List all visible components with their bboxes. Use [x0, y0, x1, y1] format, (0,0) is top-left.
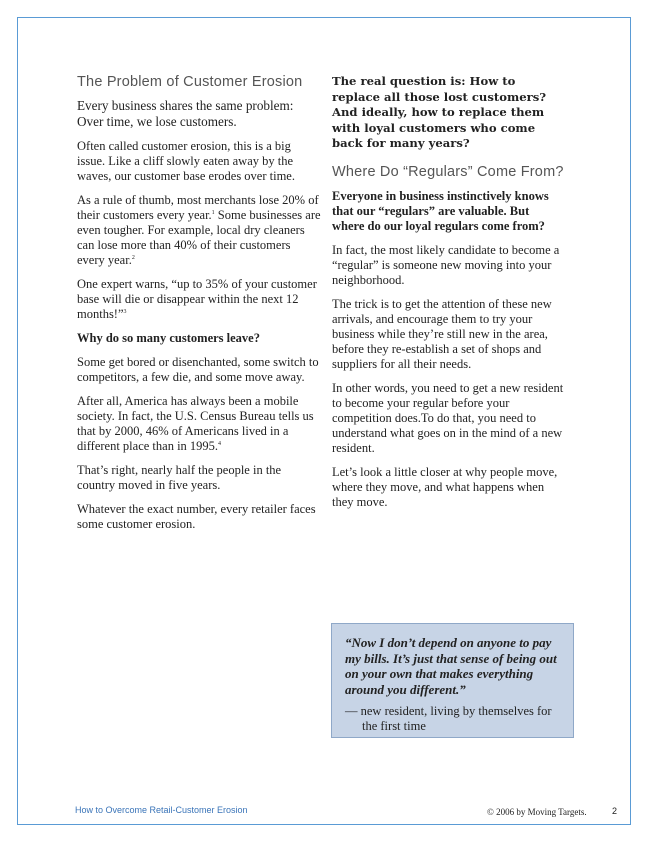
paragraph-in-other-words: In other words, you need to get a new resident to become your regular before your competition does.To do that, you need to understand what goes on in the mind of a new resident.	[332, 380, 564, 455]
intro-paragraph: Every business shares the same problem: Over time, we lose customers.	[77, 98, 294, 129]
key-question: The real question is: How to replace all those lost customers? And ideally, how to replace them with loyal customers who come back for many years?	[332, 74, 547, 150]
paragraph-rule-of-thumb	[77, 193, 321, 268]
section-heading-regulars: Where Do “Regulars” Come From?	[332, 163, 564, 180]
footer-document-title: How to Overcome Retail-Customer Erosion	[75, 805, 248, 815]
paragraph-regulars-valuable: Everyone in business instinctively knows that our “regulars” are valuable. But where do our loyal regulars come from?	[332, 188, 549, 233]
footnote-ref-4: 4	[218, 440, 222, 447]
section-heading-erosion: The Problem of Customer Erosion	[77, 74, 303, 90]
left-column	[77, 74, 321, 541]
footnote-ref-1: 1	[211, 209, 215, 216]
footnote-ref-3: 3	[123, 308, 127, 315]
expert-warns-text: One expert warns, “up to 35% of your customer base will die or disappear within the next 12 months!”	[77, 277, 317, 321]
rule-of-thumb-text-a: As a rule of thumb, most merchants lose 20% of their customers every year.	[77, 193, 319, 222]
footer-copyright: © 2006 by Moving Targets.	[487, 807, 587, 817]
subheading-why-leave: Why do so many customers leave?	[77, 331, 260, 345]
paragraph-expert-warns	[77, 277, 321, 322]
page-number: 2	[612, 806, 618, 816]
pull-quote-box	[331, 623, 574, 738]
mobile-society-text: After all, America has always been a mobile society. In fact, the U.S. Census Bureau tells us that by 2000, 46% of Americans lived in a different place than in 1995.	[77, 394, 314, 453]
paragraph-customer-erosion: Often called customer erosion, this is a big issue. Like a cliff slowly eaten away by the waves, our customer base erodes over time.	[77, 139, 295, 183]
footnote-ref-2: 2	[131, 254, 135, 261]
paragraph-look-closer: Let’s look a little closer at why people move, where they move, and what happens when they move.	[332, 464, 558, 509]
paragraph-reasons: Some get bored or disenchanted, some switch to competitors, a few die, and some move away.	[77, 355, 319, 384]
paragraph-half-moved: That’s right, nearly half the people in the country moved in five years.	[77, 463, 282, 492]
pull-quote-attribution: — new resident, living by themselves for the first time	[345, 704, 552, 733]
paragraph-likely-candidate: In fact, the most likely candidate to become a “regular” is someone new moving into your neighborhood.	[332, 242, 560, 287]
paragraph-every-retailer: Whatever the exact number, every retailer faces some customer erosion.	[77, 502, 316, 531]
paragraph-mobile-society	[77, 394, 321, 454]
paragraph-the-trick: The trick is to get the attention of these new arrivals, and encourage them to try your business while they’re still new in the area, before they re-establish a set of shops and suppliers for all their needs.	[332, 296, 552, 371]
rule-of-thumb-text-b: Some businesses are even tougher. For example, local dry cleaners can lose more than 40% of their customers every year.	[77, 208, 321, 267]
pull-quote-text: “Now I don’t depend on anyone to pay my bills. It’s just that sense of being out on your own that makes everything around you different.”	[345, 635, 557, 697]
right-column	[332, 74, 564, 519]
